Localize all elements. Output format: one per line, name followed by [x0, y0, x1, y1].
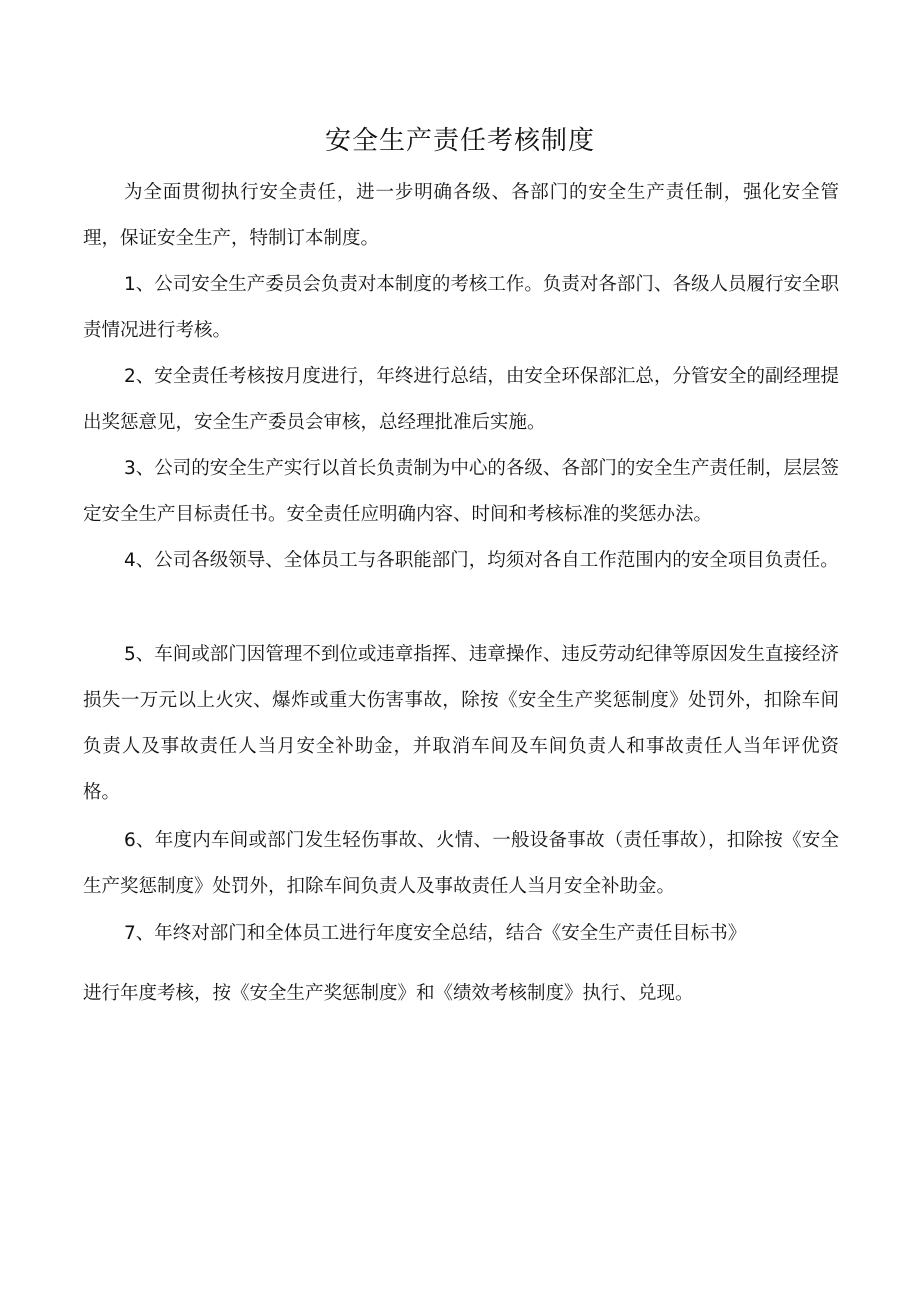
clause-6-paragraph: 6、年度内车间或部门发生轻伤事故、火情、一般设备事故（责任事故），扣除按《安全生产奖惩制度》处罚外，扣除车间负责人及事故责任人当月安全补助金。: [83, 830, 839, 897]
clause-7-paragraph: 7、年终对部门和全体员工进行年度安全总结，结合《安全生产责任目标书》: [124, 923, 747, 944]
clause-2-paragraph: 2、安全责任考核按月度进行，年终进行总结，由安全环保部汇总，分管安全的副经理提出奖惩意见，安全生产委员会审核，总经理批准后实施。: [83, 366, 839, 433]
document-title: 安全生产责任考核制度: [324, 126, 595, 156]
intro-paragraph: 为全面贯彻执行安全责任，进一步明确各级、各部门的安全生产责任制，强化安全管理，保证安全生产，特制订本制度。: [83, 182, 839, 249]
clause-7-continuation: 进行年度考核，按《安全生产奖惩制度》和《绩效考核制度》执行、兑现。: [83, 983, 694, 1004]
clause-3-paragraph: 3、公司的安全生产实行以首长负责制为中心的各级、各部门的安全生产责任制，层层签定安全生产目标责任书。安全责任应明确内容、时间和考核标准的奖惩办法。: [83, 458, 839, 525]
clause-1-paragraph: 1、公司安全生产委员会负责对本制度的考核工作。负责对各部门、各级人员履行安全职责情况进行考核。: [83, 274, 839, 341]
clause-5-paragraph: 5、车间或部门因管理不到位或违章指挥、违章操作、违反劳动纪律等原因发生直接经济损失一万元以上火灾、爆炸或重大伤害事故，除按《安全生产奖惩制度》处罚外，扣除车间负责人及事故责任人当月安全补助金，并取消车间及车间负责人和事故责任人当年评优资格。: [83, 644, 839, 803]
clause-4-paragraph: 4、公司各级领导、全体员工与各职能部门，均须对各自工作范围内的安全项目负责任。: [124, 550, 839, 571]
